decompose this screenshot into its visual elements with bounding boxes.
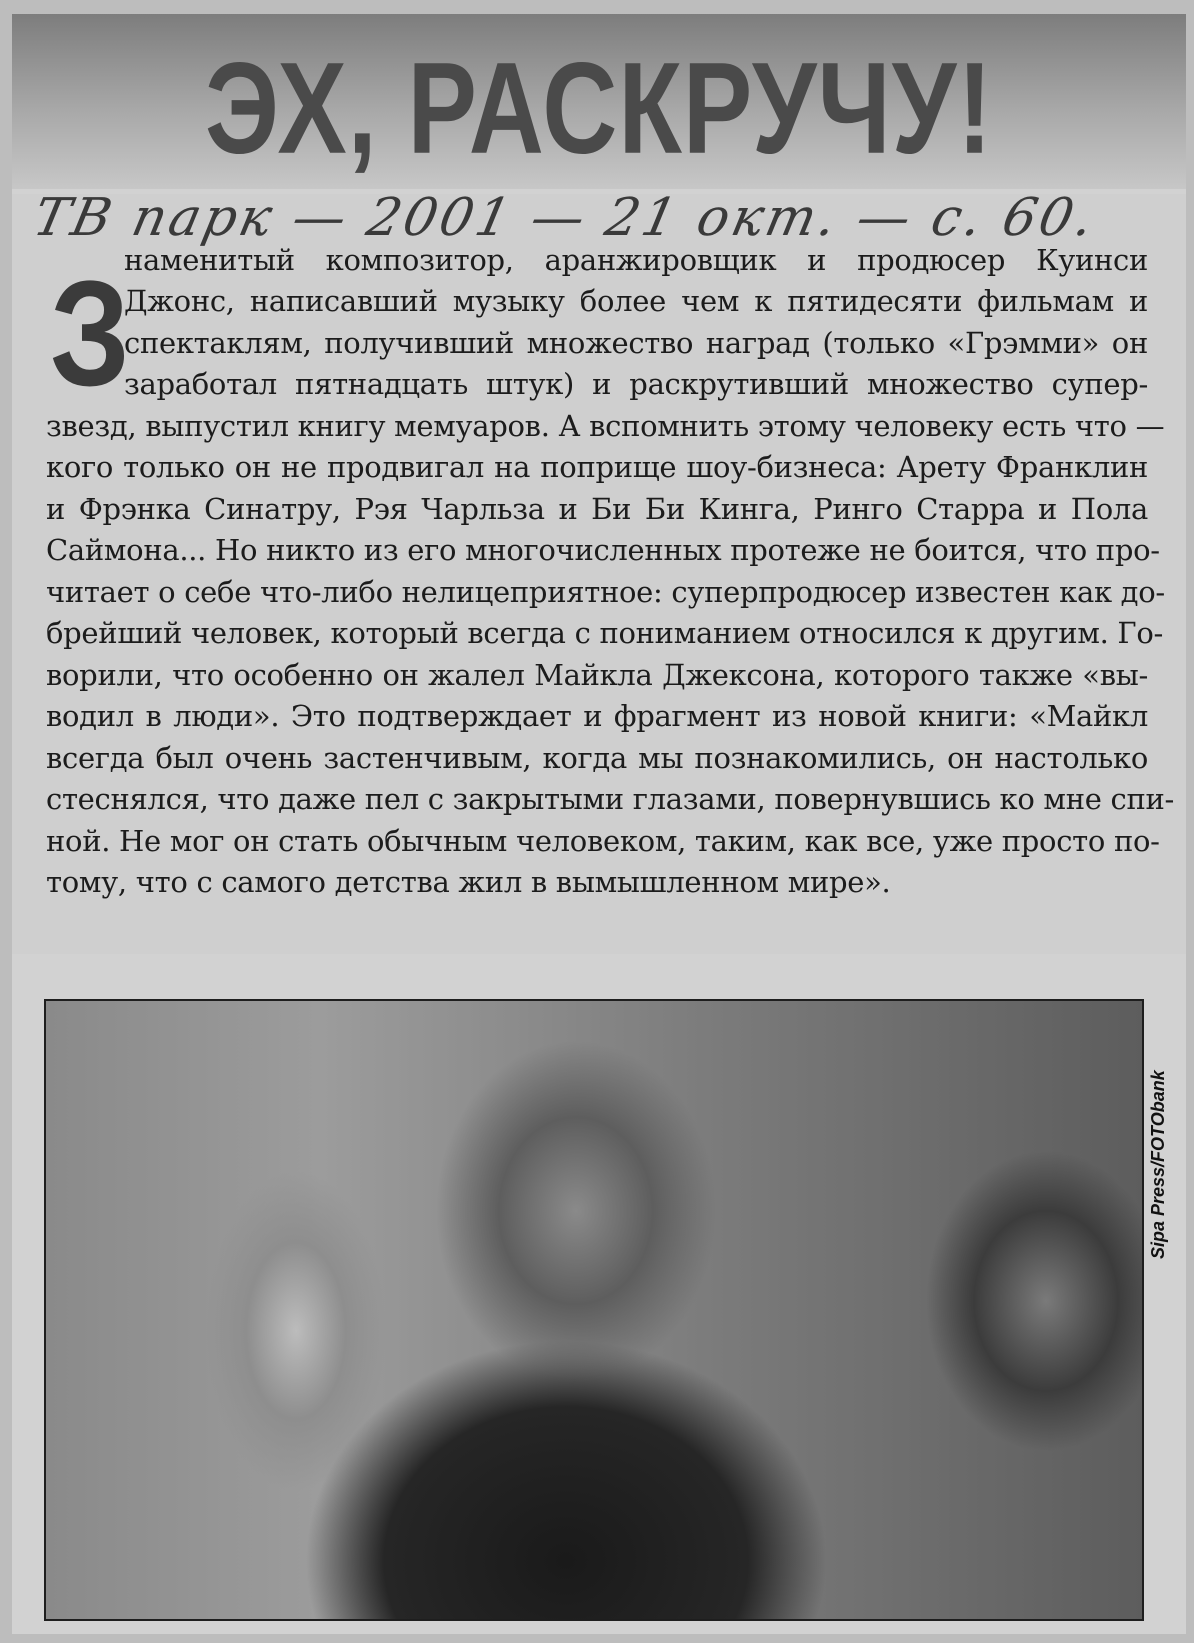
body-line: спектаклям, получивший множество наград (только «Грэмми» он [124, 326, 1148, 360]
body-line: ной. Не мог он стать обычным человеком, таким, как все, уже просто по- [46, 824, 1160, 858]
body-line: Саймона... Но никто из его многочисленных протеже не боится, что про- [46, 533, 1160, 567]
body-line: ворили, что особенно он жалел Майкла Джексона, которого также «вы- [46, 658, 1148, 692]
drop-cap-letter: З [50, 249, 130, 417]
body-line: всегда был очень застенчивым, когда мы познакомились, он настолько [46, 741, 1148, 775]
body-line: и Фрэнка Синатру, Рэя Чарльза и Би Би Кинга, Ринго Старра и Пола [46, 492, 1148, 526]
article-photo [44, 999, 1144, 1621]
photo-credit: Sipa Press/FOTObank [1148, 1070, 1168, 1259]
body-line: звезд, выпустил книгу мемуаров. А вспомнить этому человеку есть что — [46, 409, 1165, 443]
body-line: наменитый композитор, аранжировщик и продюсер Куинси [124, 243, 1148, 277]
body-line: стеснялся, что даже пел с закрытыми глазами, повернувшись ко мне спи- [46, 782, 1175, 816]
body-line: тому, что с самого детства жил в вымышленном мире». [46, 865, 891, 899]
handwritten-source-note: ТВ парк — 2001 — 21 окт. — с. 60. [28, 188, 1102, 248]
headline: ЭХ, РАСКРУЧУ! [205, 36, 993, 182]
headline-band [12, 14, 1186, 189]
body-line: читает о себе что-либо нелицеприятное: суперпродюсер известен как до- [46, 575, 1165, 609]
body-line: заработал пятнадцать штук) и раскрутивший множество супер- [124, 367, 1148, 401]
body-line: водил в люди». Это подтверждает и фрагмент из новой книги: «Майкл [46, 699, 1148, 733]
body-line: кого только он не продвигал на поприще шоу-бизнеса: Арету Франклин [46, 450, 1148, 484]
newspaper-clipping [12, 14, 1186, 1634]
body-line: брейший человек, который всегда с пониманием относился к другим. Го- [46, 616, 1163, 650]
body-line: Джонс, написавший музыку более чем к пятидесяти фильмам и [124, 284, 1148, 318]
